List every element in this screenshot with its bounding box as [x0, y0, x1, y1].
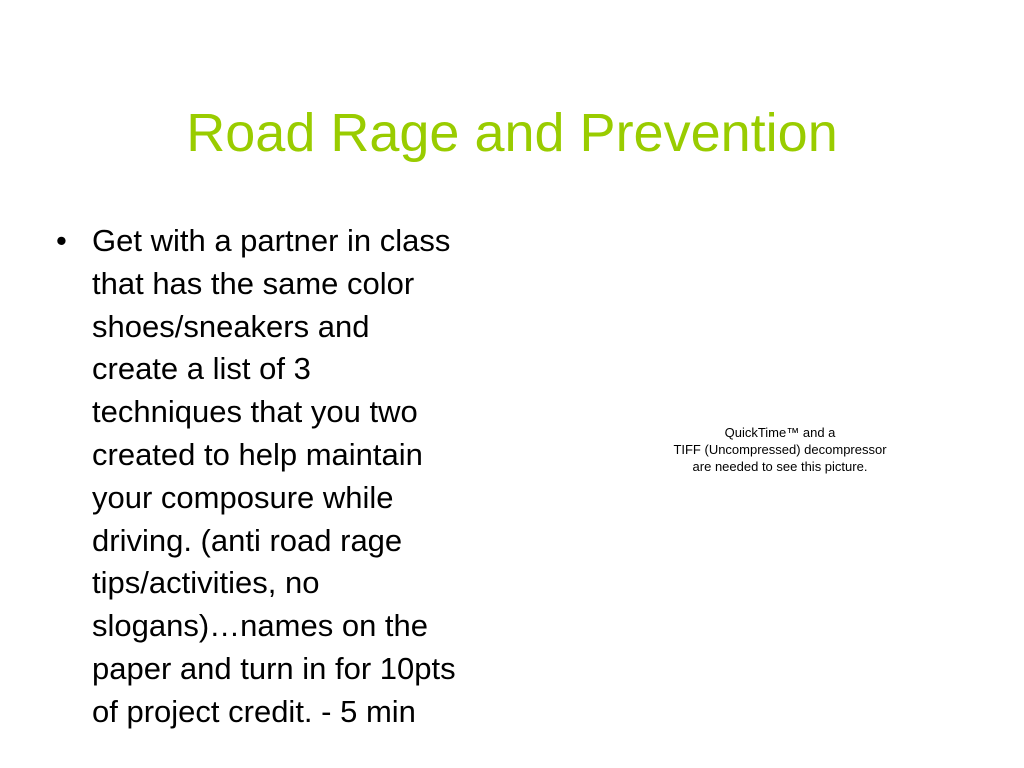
- missing-picture-notice: [630, 424, 930, 475]
- bullet-line: slogans)…names on the: [92, 608, 429, 644]
- picture-notice-line: QuickTime™ and a: [724, 425, 836, 440]
- bullet-line: created to help maintain: [92, 436, 423, 472]
- bullet-line: that has the same color: [92, 265, 415, 301]
- bullet-line: paper and turn in for 10pts: [92, 650, 456, 686]
- bullet-line: your composure while: [92, 479, 394, 515]
- bullet-line: shoes/sneakers and: [92, 308, 370, 344]
- bullet-line: driving. (anti road rage: [92, 522, 403, 558]
- slide-title: Road Rage and Prevention: [186, 103, 838, 163]
- picture-notice-line: are needed to see this picture.: [692, 459, 868, 474]
- bullet-icon: •: [56, 223, 67, 258]
- bullet-line: techniques that you two: [92, 394, 418, 430]
- bullet-line: of project credit. - 5 min: [92, 693, 416, 729]
- picture-notice-line: TIFF (Uncompressed) decompressor: [673, 442, 887, 457]
- bullet-line: tips/activities, no: [92, 565, 320, 601]
- bullet-line: Get with a partner in class: [92, 223, 451, 258]
- bullet-item: [52, 220, 572, 734]
- bullet-line: create a list of 3: [92, 351, 311, 387]
- bullet-list: [52, 220, 572, 734]
